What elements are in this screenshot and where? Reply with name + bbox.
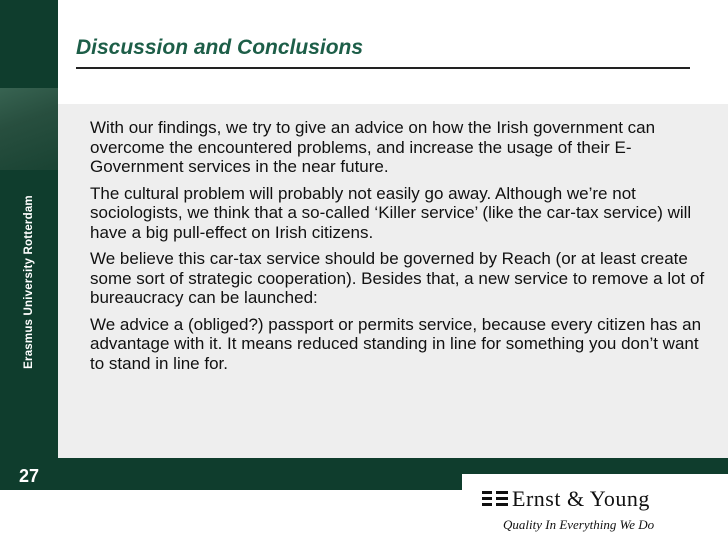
slide-title: Discussion and Conclusions	[76, 36, 364, 59]
title-divider	[76, 67, 690, 69]
paragraph-findings: With our findings, we try to give an advice on how the Irish government can overcome the encountered problems, and increase the usage of their E-Government services in the near future.	[90, 118, 656, 176]
ey-logo-text: Ernst & Young	[512, 486, 650, 511]
university-label: Erasmus University Rotterdam	[23, 195, 35, 369]
paragraph-car-tax: We believe this car-tax service should be governed by Reach (or at least create some sort of strategic cooperation). Besides that, a new service to remove a lot of bureaucracy can be launched:	[90, 249, 705, 307]
paragraph-cultural: The cultural problem will probably not easily go away. Although we’re not sociologists, we think that a so-called ‘Killer service’ (like the car-tax service) will have a big pull-effect on Irish citizens.	[90, 183, 692, 242]
ey-logo-icon	[482, 489, 508, 509]
tagline: Quality In Everything We Do	[503, 517, 655, 532]
ey-logo	[482, 484, 650, 514]
slide-body	[90, 118, 710, 380]
paragraph-passport: We advice a (obliged?) passport or permits service, because every citizen has an advantage with it. It means reduced standing in line for something you don’t want to stand in line for.	[90, 314, 702, 373]
statue-photo	[0, 88, 58, 170]
page-number: 27	[19, 466, 40, 486]
